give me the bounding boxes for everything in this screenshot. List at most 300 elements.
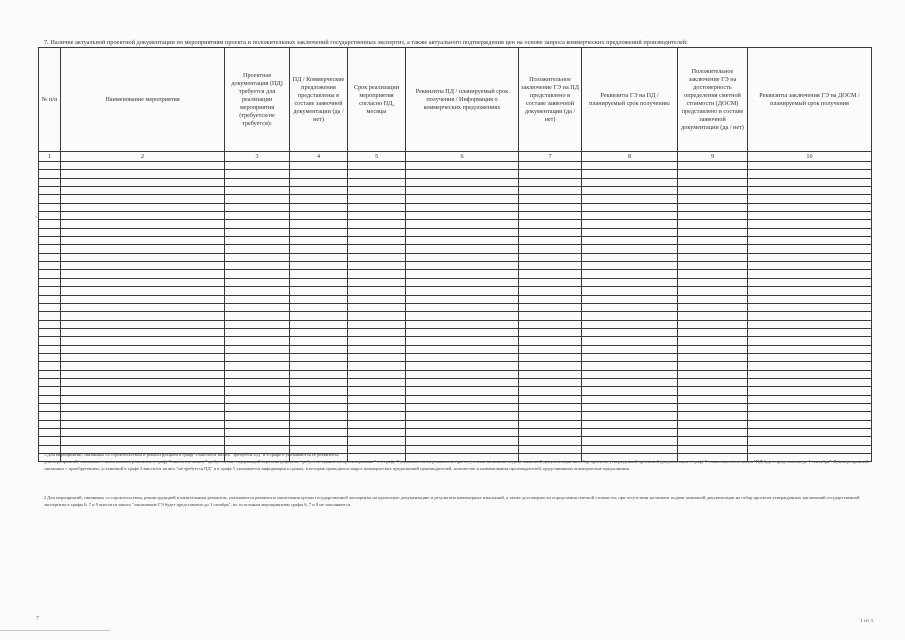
table-cell [61, 178, 225, 186]
table-cell [748, 278, 872, 286]
table-cell [290, 245, 348, 253]
table-cell [406, 237, 519, 245]
table-cell [582, 387, 678, 395]
table-cell [225, 270, 290, 278]
table-cell [406, 270, 519, 278]
table-cell [748, 253, 872, 261]
table-cell [290, 345, 348, 353]
table-cell [290, 337, 348, 345]
table-cell [348, 287, 406, 295]
section-title: 7. Наличие актуальной проектной документации по мероприятиям проекта и положительных заключений государственных экспертиз, а также актуального подтверждения цен на основе запроса коммерческих предложений производителей: [44, 39, 688, 46]
table-cell [678, 195, 748, 203]
table-cell [39, 220, 61, 228]
table-cell [519, 253, 582, 261]
table-cell [582, 395, 678, 403]
table-row [39, 162, 872, 170]
table-cell [406, 345, 519, 353]
table-cell [61, 278, 225, 286]
table-cell [582, 429, 678, 437]
table-cell [348, 203, 406, 211]
table-cell [519, 295, 582, 303]
table-cell [406, 337, 519, 345]
table-cell [406, 195, 519, 203]
table-cell [406, 278, 519, 286]
table-cell [406, 403, 519, 411]
table-cell [582, 328, 678, 336]
table-cell [678, 353, 748, 361]
table-cell [290, 362, 348, 370]
table-cell [348, 178, 406, 186]
table-cell [225, 295, 290, 303]
table-row [39, 212, 872, 220]
table-cell [290, 228, 348, 236]
documentation-table [38, 47, 872, 462]
table-cell [406, 328, 519, 336]
table-cell [519, 320, 582, 328]
table-cell [678, 412, 748, 420]
table-cell [406, 395, 519, 403]
table-cell [678, 262, 748, 270]
table-cell [39, 362, 61, 370]
table-cell [519, 278, 582, 286]
table-cell [61, 312, 225, 320]
table-cell [748, 345, 872, 353]
table-cell [348, 295, 406, 303]
table-cell [39, 253, 61, 261]
table-row [39, 420, 872, 428]
table-cell [582, 278, 678, 286]
table-cell [519, 312, 582, 320]
table-cell [519, 178, 582, 186]
table-cell [678, 420, 748, 428]
table-cell [348, 328, 406, 336]
page-number-left: 7 [36, 616, 39, 622]
table-cell [582, 378, 678, 386]
table-cell [348, 303, 406, 311]
table-cell [406, 187, 519, 195]
table-cell [290, 203, 348, 211]
table-cell [582, 403, 678, 411]
table-cell [678, 162, 748, 170]
table-cell [406, 295, 519, 303]
table-row [39, 303, 872, 311]
table-cell [748, 287, 872, 295]
table-cell [61, 412, 225, 420]
table-cell [406, 212, 519, 220]
table-cell [678, 245, 748, 253]
table-cell [61, 387, 225, 395]
table-cell [406, 429, 519, 437]
table-cell [748, 220, 872, 228]
table-cell [519, 437, 582, 445]
table-cell [290, 387, 348, 395]
table-cell [582, 170, 678, 178]
table-cell [225, 429, 290, 437]
table-cell [39, 337, 61, 345]
col-number: 9 [678, 152, 748, 162]
table-cell [39, 270, 61, 278]
table-cell [290, 262, 348, 270]
table-cell [348, 220, 406, 228]
table-row [39, 187, 872, 195]
table-cell [348, 245, 406, 253]
table-cell [678, 395, 748, 403]
col-header-ge-details: Реквизиты ГЭ на ПД / планируемый срок получения$^2$ [582, 48, 678, 152]
table-cell [582, 203, 678, 211]
table-cell [519, 387, 582, 395]
table-cell [39, 228, 61, 236]
table-cell [290, 253, 348, 261]
table-cell [39, 237, 61, 245]
table-cell [39, 245, 61, 253]
table-cell [406, 412, 519, 420]
table-cell [519, 353, 582, 361]
table-cell [348, 195, 406, 203]
table-cell [39, 437, 61, 445]
table-cell [678, 237, 748, 245]
table-cell [225, 245, 290, 253]
table-cell [348, 212, 406, 220]
table-cell [39, 320, 61, 328]
table-cell [519, 237, 582, 245]
table-cell [61, 195, 225, 203]
table-cell [678, 253, 748, 261]
table-cell [39, 162, 61, 170]
table-cell [678, 345, 748, 353]
table-cell [39, 203, 61, 211]
table-row [39, 203, 872, 211]
table-cell [290, 195, 348, 203]
col-number: 8 [582, 152, 678, 162]
table-cell [406, 220, 519, 228]
table-cell [348, 362, 406, 370]
table-cell [348, 228, 406, 236]
col-number: 1 [39, 152, 61, 162]
table-cell [406, 228, 519, 236]
table-cell [678, 320, 748, 328]
table-cell [348, 312, 406, 320]
table-cell [748, 378, 872, 386]
table-cell [519, 220, 582, 228]
table-cell [748, 362, 872, 370]
table-cell [39, 195, 61, 203]
table-cell [519, 270, 582, 278]
table-cell [348, 162, 406, 170]
table-cell [678, 270, 748, 278]
table-cell [678, 212, 748, 220]
table-cell [61, 220, 225, 228]
table-cell [582, 320, 678, 328]
table-cell [519, 245, 582, 253]
table-cell [225, 395, 290, 403]
table-cell [406, 353, 519, 361]
table-cell [290, 378, 348, 386]
table-cell [406, 253, 519, 261]
table-cell [582, 270, 678, 278]
table-cell [39, 345, 61, 353]
table-cell [406, 320, 519, 328]
table-cell [519, 170, 582, 178]
table-cell [348, 387, 406, 395]
table-cell [61, 203, 225, 211]
table-cell [225, 303, 290, 311]
table-cell [225, 237, 290, 245]
table-cell [39, 395, 61, 403]
table-cell [225, 278, 290, 286]
table-cell [519, 337, 582, 345]
table-cell [61, 262, 225, 270]
table-cell [225, 262, 290, 270]
table-row [39, 412, 872, 420]
table-cell [748, 353, 872, 361]
table-cell [61, 187, 225, 195]
table-cell [61, 270, 225, 278]
table-cell [519, 328, 582, 336]
table-cell [290, 295, 348, 303]
table-cell [290, 328, 348, 336]
table-cell [61, 303, 225, 311]
table-cell [348, 403, 406, 411]
table-cell [61, 228, 225, 236]
table-cell [39, 212, 61, 220]
table-row [39, 362, 872, 370]
table-cell [61, 429, 225, 437]
table-row [39, 429, 872, 437]
table-cell [290, 312, 348, 320]
table-cell [582, 162, 678, 170]
table-row [39, 387, 872, 395]
table-cell [348, 337, 406, 345]
table-cell [748, 320, 872, 328]
table-cell [748, 387, 872, 395]
table-cell [406, 303, 519, 311]
table-cell [678, 387, 748, 395]
table-cell [748, 270, 872, 278]
table-cell [348, 278, 406, 286]
table-cell [290, 270, 348, 278]
footnote-1: $^1$ Для мероприятий, связанных со строительством и реконструкцией в графу 3 вносится запись "требуется ПД" и в графе 6 указываются ее реквизиты; для мероприятий, связанных с капитальным ремонтом, в графу 3 вносится запись "требуется акт, содержащий перечень дефектов; требуется задание на проектирование" и в графе 5 указываются их реквизиты; при отсутствии на момент подачи заявочной документации на отбор проектов утвержденной проектной документации в графу 5 также вносится запись "ПД будет представлена до 1 сентября". Для мероприятий, связанных с приобретением, установкой в графе 3 вносится запись "не требуется ПД" и в графе 5 указывается информация о сроках, в которые проводился запрос коммерческих предложений производителей, количестве и наименовании производителей, представивших коммерческие предложения. [44, 452, 870, 471]
table-cell [348, 370, 406, 378]
table-row [39, 395, 872, 403]
table-cell [519, 403, 582, 411]
table-cell [406, 287, 519, 295]
table-cell [519, 212, 582, 220]
table-cell [290, 412, 348, 420]
table-row [39, 312, 872, 320]
table-cell [61, 287, 225, 295]
table-cell [225, 312, 290, 320]
table-row [39, 262, 872, 270]
col-header-term: Срок реализации мероприятия согласно ПД, месяцы [348, 48, 406, 152]
table-cell [519, 420, 582, 428]
table-cell [290, 320, 348, 328]
table-cell [582, 295, 678, 303]
table-cell [748, 245, 872, 253]
table-cell [519, 203, 582, 211]
table-cell [678, 295, 748, 303]
table-cell [582, 353, 678, 361]
table-cell [678, 403, 748, 411]
table-cell [748, 403, 872, 411]
table-cell [39, 178, 61, 186]
table-cell [225, 362, 290, 370]
table-cell [348, 262, 406, 270]
table-cell [348, 378, 406, 386]
table-cell [678, 370, 748, 378]
table-cell [39, 287, 61, 295]
table-cell [225, 403, 290, 411]
table-cell [519, 362, 582, 370]
table-cell [39, 429, 61, 437]
table-cell [582, 362, 678, 370]
table-row [39, 253, 872, 261]
table-cell [61, 362, 225, 370]
table-cell [225, 162, 290, 170]
table-cell [348, 237, 406, 245]
col-header-ge-submitted: Положительное заключение ГЭ на ПД представлено в составе заявочной документации (да /нет) [519, 48, 582, 152]
table-cell [39, 187, 61, 195]
table-cell [225, 287, 290, 295]
table-cell [748, 337, 872, 345]
table-cell [348, 420, 406, 428]
footnote-ref-1: 1 [269, 120, 272, 126]
table-row [39, 345, 872, 353]
table-cell [39, 328, 61, 336]
table-cell [348, 187, 406, 195]
table-cell [519, 395, 582, 403]
table-cell [582, 187, 678, 195]
table-cell [519, 429, 582, 437]
table-cell [519, 187, 582, 195]
table-cell [348, 320, 406, 328]
table-cell [582, 262, 678, 270]
table-row [39, 245, 872, 253]
table-cell [406, 378, 519, 386]
table-cell [348, 270, 406, 278]
table-cell [406, 170, 519, 178]
table-cell [61, 378, 225, 386]
table-cell [748, 262, 872, 270]
table-cell [225, 170, 290, 178]
table-cell [748, 303, 872, 311]
table-cell [290, 303, 348, 311]
table-cell [582, 337, 678, 345]
table-cell [406, 437, 519, 445]
table-cell [748, 412, 872, 420]
table-cell [748, 162, 872, 170]
table-row [39, 403, 872, 411]
table-cell [61, 345, 225, 353]
table-cell [678, 328, 748, 336]
table-cell [290, 178, 348, 186]
table-cell [678, 278, 748, 286]
table-row [39, 328, 872, 336]
table-cell [61, 337, 225, 345]
table-cell [290, 395, 348, 403]
table-cell [678, 203, 748, 211]
table-cell [225, 337, 290, 345]
table-cell [290, 212, 348, 220]
table-cell [348, 253, 406, 261]
table-cell [582, 178, 678, 186]
table-cell [225, 178, 290, 186]
table-cell [61, 162, 225, 170]
table-cell [290, 162, 348, 170]
col-header-dosm-details: Реквизиты заключения ГЭ на ДОСМ / планируемый срок получения [748, 48, 872, 152]
table-cell [225, 320, 290, 328]
table-cell [39, 262, 61, 270]
table-cell [61, 437, 225, 445]
table-row [39, 320, 872, 328]
table-cell [39, 378, 61, 386]
table-row [39, 337, 872, 345]
table-cell [61, 420, 225, 428]
table-cell [582, 228, 678, 236]
table-cell [678, 378, 748, 386]
col-header-pd-required: Проектная документация (ПД) требуется для реализации мероприятия (требуется/не требуется)$^1$ [225, 48, 290, 152]
table-cell [39, 278, 61, 286]
table-cell [582, 303, 678, 311]
table-cell [582, 253, 678, 261]
table-cell [406, 370, 519, 378]
table-cell [39, 170, 61, 178]
table-cell [290, 437, 348, 445]
table-cell [225, 412, 290, 420]
table-cell [225, 353, 290, 361]
table-cell [348, 353, 406, 361]
table-cell [61, 320, 225, 328]
table-cell [678, 362, 748, 370]
footnote-ref-2: 2 [667, 100, 670, 106]
table-cell [748, 212, 872, 220]
table-cell [678, 220, 748, 228]
table-row [39, 178, 872, 186]
table-cell [406, 312, 519, 320]
table-cell [678, 337, 748, 345]
table-cell [748, 170, 872, 178]
table-cell [519, 303, 582, 311]
table-row [39, 220, 872, 228]
table-row [39, 353, 872, 361]
table-cell [678, 287, 748, 295]
table-cell [348, 395, 406, 403]
table-cell [678, 429, 748, 437]
table-cell [225, 345, 290, 353]
col-number: 10 [748, 152, 872, 162]
table-cell [39, 370, 61, 378]
scan-mark: • [35, 215, 38, 221]
table-cell [61, 353, 225, 361]
table-cell [678, 303, 748, 311]
table-cell [519, 195, 582, 203]
table-cell [582, 312, 678, 320]
table-cell [39, 387, 61, 395]
table-cell [406, 387, 519, 395]
table-cell [39, 295, 61, 303]
table-cell [678, 437, 748, 445]
table-cell [39, 312, 61, 320]
table-cell [582, 437, 678, 445]
col-number: 2 [61, 152, 225, 162]
table-cell [748, 328, 872, 336]
table-cell [348, 345, 406, 353]
table-cell [678, 170, 748, 178]
table-cell [348, 429, 406, 437]
table-cell [290, 278, 348, 286]
scan-edge-line [0, 630, 110, 631]
table-cell [225, 228, 290, 236]
table-cell [290, 370, 348, 378]
